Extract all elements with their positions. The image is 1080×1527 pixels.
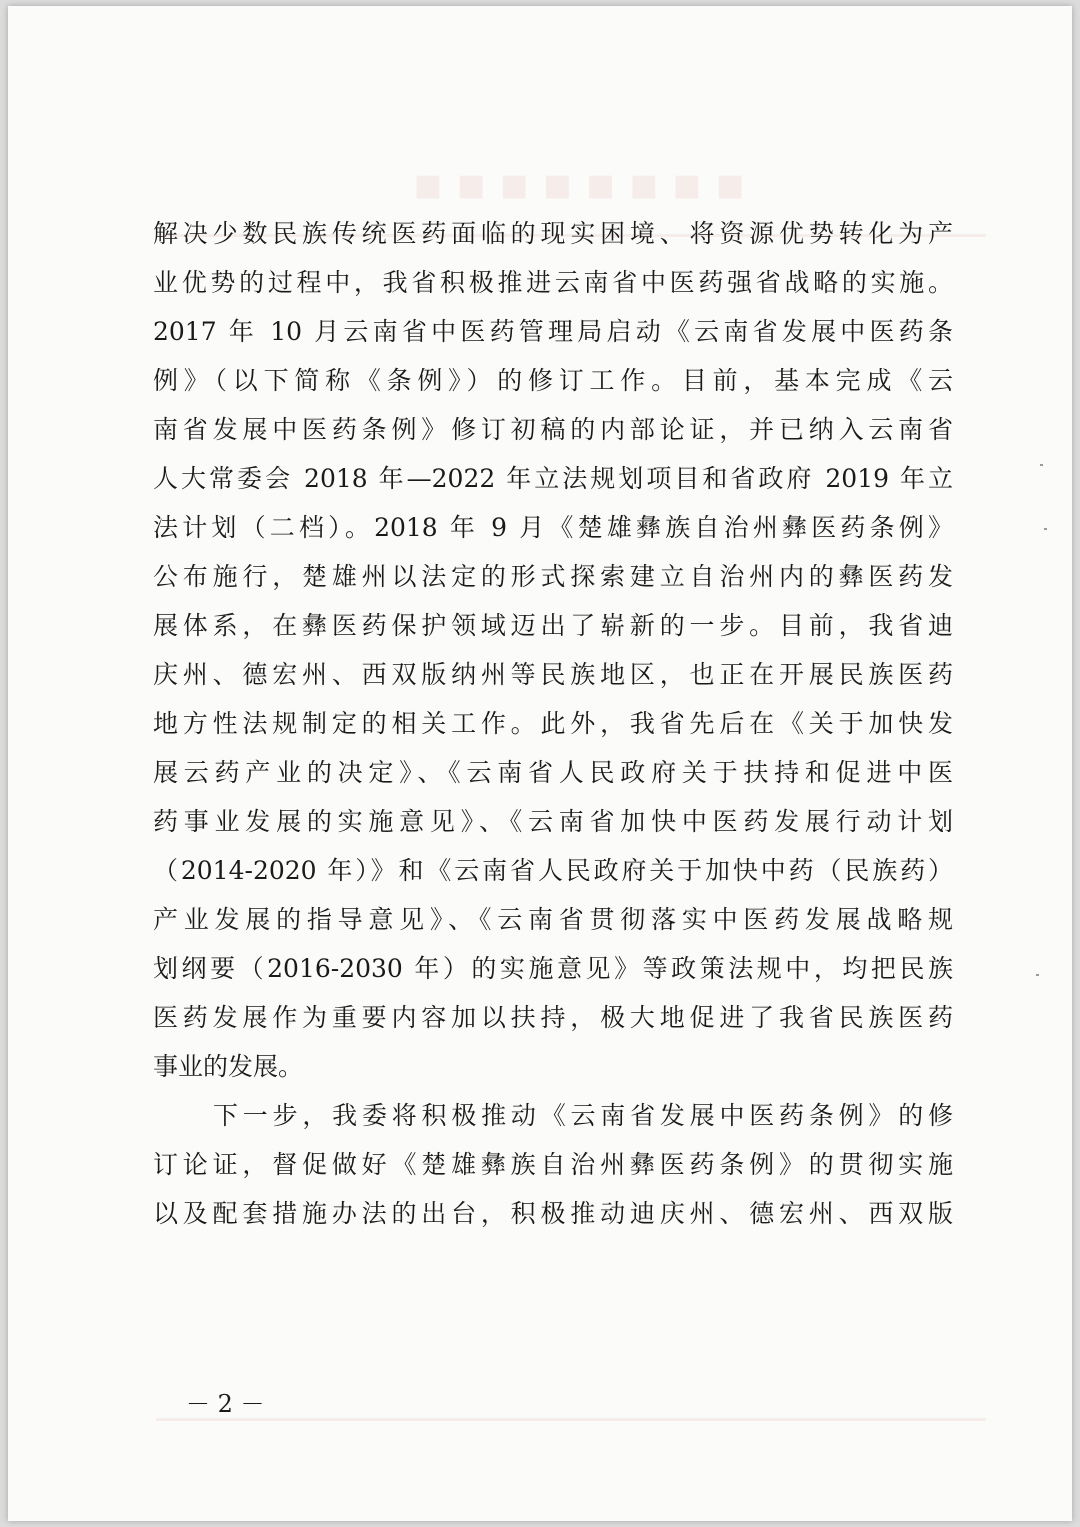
text-line: （2014-2020 年）》和《云南省人民政府关于加快中药（民族药） xyxy=(153,856,953,885)
text-line: 医药发展作为重要内容加以扶持，极大地促进了我省民族医药 xyxy=(153,1003,953,1032)
text-line: 业优势的过程中，我省积极推进云南省中医药强省战略的实施。 xyxy=(153,268,953,297)
text-line: 药事业发展的实施意见》、《云南省加快中医药发展行动计划 xyxy=(153,807,953,836)
reverse-side-red-rule-bottom xyxy=(156,1418,986,1421)
scan-speck xyxy=(1036,974,1039,976)
text-line: 南省发展中医药条例》修订初稿的内部论证，并已纳入云南省 xyxy=(153,415,953,444)
text-line-paragraph-end: 事业的发展。 xyxy=(153,1052,304,1081)
scan-speck xyxy=(1040,464,1043,466)
text-line: 人大常委会 2018 年—2022 年立法规划项目和省政府 2019 年立 xyxy=(153,464,953,493)
text-line: 公布施行，楚雄州以法定的形式探索建立自治州内的彝医药发 xyxy=(153,562,953,591)
text-line: 庆州、德宏州、西双版纳州等民族地区，也正在开展民族医药 xyxy=(153,660,953,689)
text-line: 2017 年 10 月云南省中医药管理局启动《云南省发展中医药条 xyxy=(153,317,953,346)
text-line: 产业发展的指导意见》、《云南省贯彻落实中医药发展战略规 xyxy=(153,905,953,934)
text-line: 以及配套措施办法的出台，积极推动迪庆州、德宏州、西双版 xyxy=(153,1199,953,1228)
text-line: 例》（以下简称《条例》）的修订工作。目前，基本完成《云 xyxy=(153,366,953,395)
text-line-paragraph-start: 下一步，我委将积极推动《云南省发展中医药条例》的修 xyxy=(213,1101,953,1130)
scan-speck xyxy=(1044,528,1047,530)
page-number: － 2 － xyxy=(186,1390,265,1418)
text-line: 解决少数民族传统医药面临的现实困境、将资源优势转化为产 xyxy=(153,219,953,248)
text-line: 法计划（二档）。2018 年 9 月《楚雄彝族自治州彝医药条例》 xyxy=(153,513,953,542)
text-line: 划纲要（2016-2030 年）的实施意见》等政策法规中，均把民族 xyxy=(153,954,953,983)
document-page xyxy=(8,6,1072,1521)
text-line: 展体系，在彝医药保护领域迈出了崭新的一步。目前，我省迪 xyxy=(153,611,953,640)
text-line: 地方性法规制定的相关工作。此外，我省先后在《关于加快发 xyxy=(153,709,953,738)
body-text xyxy=(153,209,953,1238)
text-line: 订论证，督促做好《楚雄彝族自治州彝医药条例》的贯彻实施 xyxy=(153,1150,953,1179)
reverse-side-bleed-through: ▪▪▪▪▪▪▪▪ xyxy=(400,156,746,210)
text-line: 展云药产业的决定》、《云南省人民政府关于扶持和促进中医 xyxy=(153,758,953,787)
